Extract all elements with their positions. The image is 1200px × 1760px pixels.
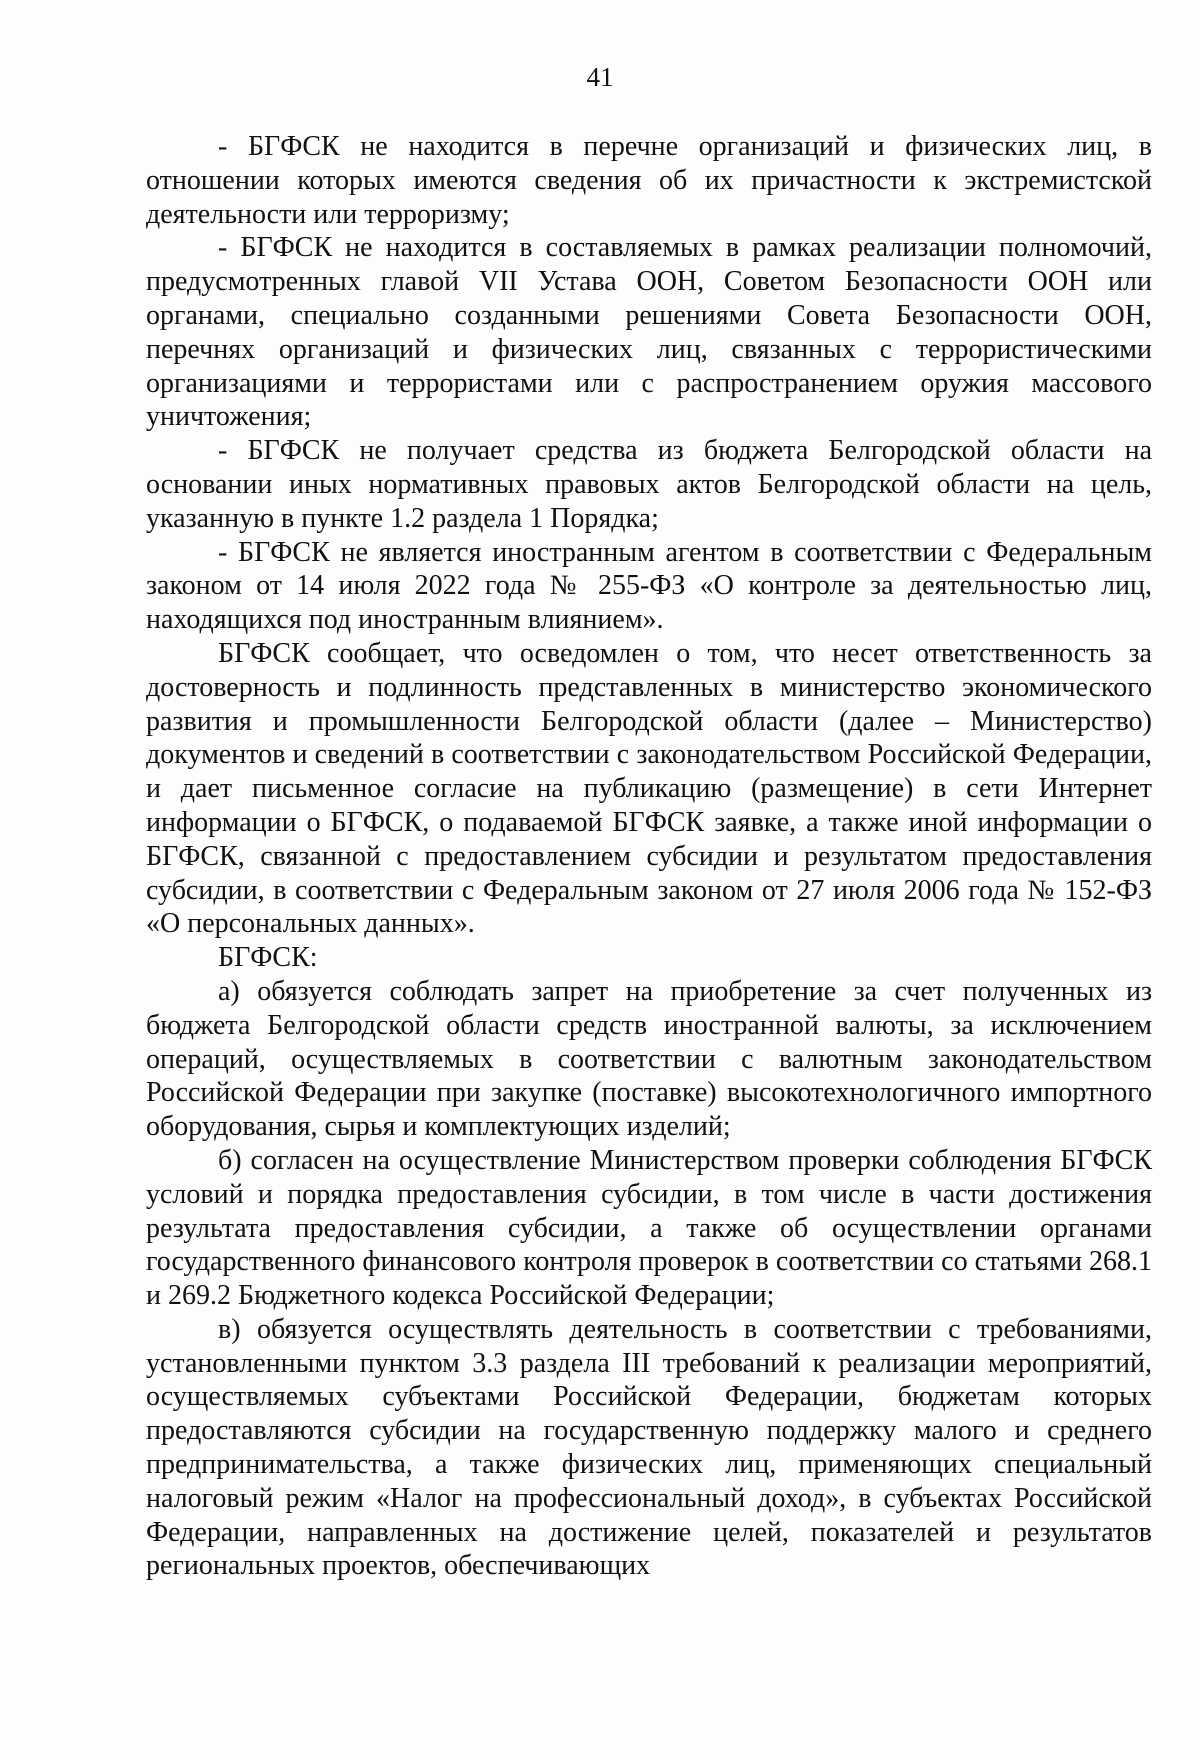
paragraph-item-v: в) обязуется осуществлять деятельность в соответствии с требованиями, установленными пунктом 3.3 раздела III требований к реализации мероприятий, осуществляемых субъектами Российской Федерации, бюджетам которых предоставляются субсидии на государственную поддержку малого и среднего предпринимательства, а также физических лиц, применяющих специальный налоговый режим «Налог на профессиональный доход», в субъектах Российской Федерации, направленных на достижение целей, показателей и результатов региональных проектов, обеспечивающих	[146, 1313, 1152, 1582]
paragraph-responsibility-consent: БГФСК сообщает, что осведомлен о том, что несет ответственность за достоверность и подлинность представленных в министерство экономического развития и промышленности Белгородской области (далее – Министерство) документов и сведений в соответствии с законодательством Российской Федерации, и дает письменное согласие на публикацию (размещение) в сети Интернет информации о БГФСК, о подаваемой БГФСК заявке, а также иной информации о БГФСК, связанной с предоставлением субсидии и результатом предоставления субсидии, в соответствии с Федеральным законом от 27 июля 2006 года № 152-ФЗ «О персональных данных».	[146, 637, 1152, 940]
paragraph-item-b: б) согласен на осуществление Министерством проверки соблюдения БГФСК условий и порядка предоставления субсидии, в том числе в части достижения результата предоставления субсидии, а также об осуществлении органами государственного финансового контроля проверок в соответствии со статьями 268.1 и 269.2 Бюджетного кодекса Российской Федерации;	[146, 1144, 1152, 1312]
document-body	[146, 130, 1152, 1583]
paragraph-bgfsk-heading: БГФСК:	[218, 942, 318, 974]
page-number: 41	[586, 62, 614, 92]
paragraph-extremism-list: - БГФСК не находится в перечне организаций и физических лиц, в отношении которых имеются сведения об их причастности к экстремистской деятельности или терроризму;	[146, 131, 1152, 230]
paragraph-foreign-agent: - БГФСК не является иностранным агентом в соответствии с Федеральным законом от 14 июля 2022 года № 255-ФЗ «О контроле за деятельностью лиц, находящихся под иностранным влиянием».	[146, 536, 1152, 636]
paragraph-item-a: а) обязуется соблюдать запрет на приобретение за счет полученных из бюджета Белгородской области средств иностранной валюты, за исключением операций, осуществляемых в соответствии с валютным законодательством Российской Федерации при закупке (поставке) высокотехнологичного импортного оборудования, сырья и комплектующих изделий;	[146, 975, 1152, 1143]
paragraph-un-sanctions-list: - БГФСК не находится в составляемых в рамках реализации полномочий, предусмотренных главой VII Устава ООН, Советом Безопасности ООН или органами, специально созданными решениями Совета Безопасности ООН, перечнях организаций и физических лиц, связанных с террористическими организациями и террористами или с распространением оружия массового уничтожения;	[146, 232, 1152, 433]
paragraph-budget-funds: - БГФСК не получает средства из бюджета Белгородской области на основании иных нормативных правовых актов Белгородской области на цель, указанную в пункте 1.2 раздела 1 Порядка;	[146, 435, 1152, 534]
